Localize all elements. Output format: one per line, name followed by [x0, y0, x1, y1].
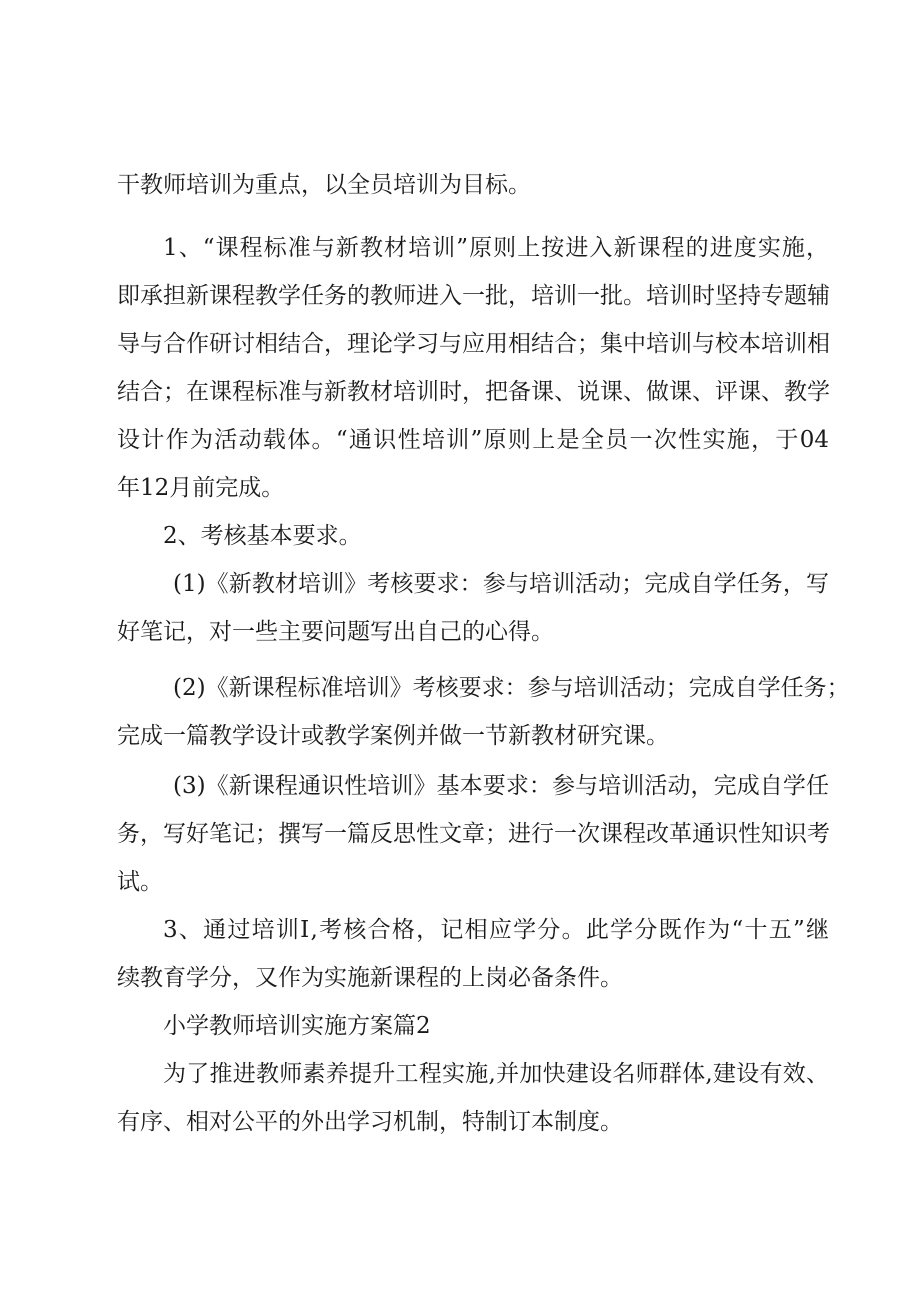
text-line: 即承担新课程教学任务的教师进入一批，培训一批。培训时坚持专题辅 [117, 283, 830, 309]
text-line: 2、考核基本要求。 [163, 523, 362, 549]
text-line: (2)《新课程标准培训》考核要求：参与培训活动；完成自学任务； [173, 675, 850, 701]
text-line: 好笔记，对一些主要问题写出自己的心得。 [117, 619, 554, 645]
text-line: 设计作为活动载体。“通识性培训”原则上是全员一次性实施，于04 [117, 427, 829, 453]
text-line: 1、“课程标准与新教材培训”原则上按进入新课程的进度实施， [163, 235, 829, 261]
text-line: 有序、相对公平的外出学习机制，特制订本制度。 [117, 1109, 623, 1135]
text-line: (3)《新课程通识性培训》基本要求：参与培训活动，完成自学任 [173, 773, 829, 799]
section-heading: 小学教师培训实施方案篇2 [163, 1013, 431, 1039]
text-line: 完成一篇教学设计或教学案例并做一节新教材研究课。 [117, 723, 669, 749]
text-line: 导与合作研讨相结合，理论学习与应用相结合；集中培训与校本培训相 [117, 331, 830, 357]
text-line: 续教育学分，又作为实施新课程的上岗必备条件。 [117, 965, 623, 991]
text-line: 3、通过培训Ⅰ,考核合格，记相应学分。此学分既作为“十五”继 [163, 917, 829, 943]
text-line: 为了推进教师素养提升工程实施,并加快建设名师群体,建设有效、 [163, 1061, 829, 1087]
text-line: (1)《新教材培训》考核要求：参与培训活动；完成自学任务，写 [173, 571, 829, 597]
text-line: 务，写好笔记；撰写一篇反思性文章；进行一次课程改革通识性知识考 [117, 821, 830, 847]
text-line: 试。 [117, 869, 163, 895]
text-line: 结合；在课程标准与新教材培训时，把备课、说课、做课、评课、教学 [117, 379, 830, 405]
text-line: 干教师培训为重点，以全员培训为目标。 [117, 172, 531, 198]
text-line: 年12月前完成。 [117, 475, 285, 501]
